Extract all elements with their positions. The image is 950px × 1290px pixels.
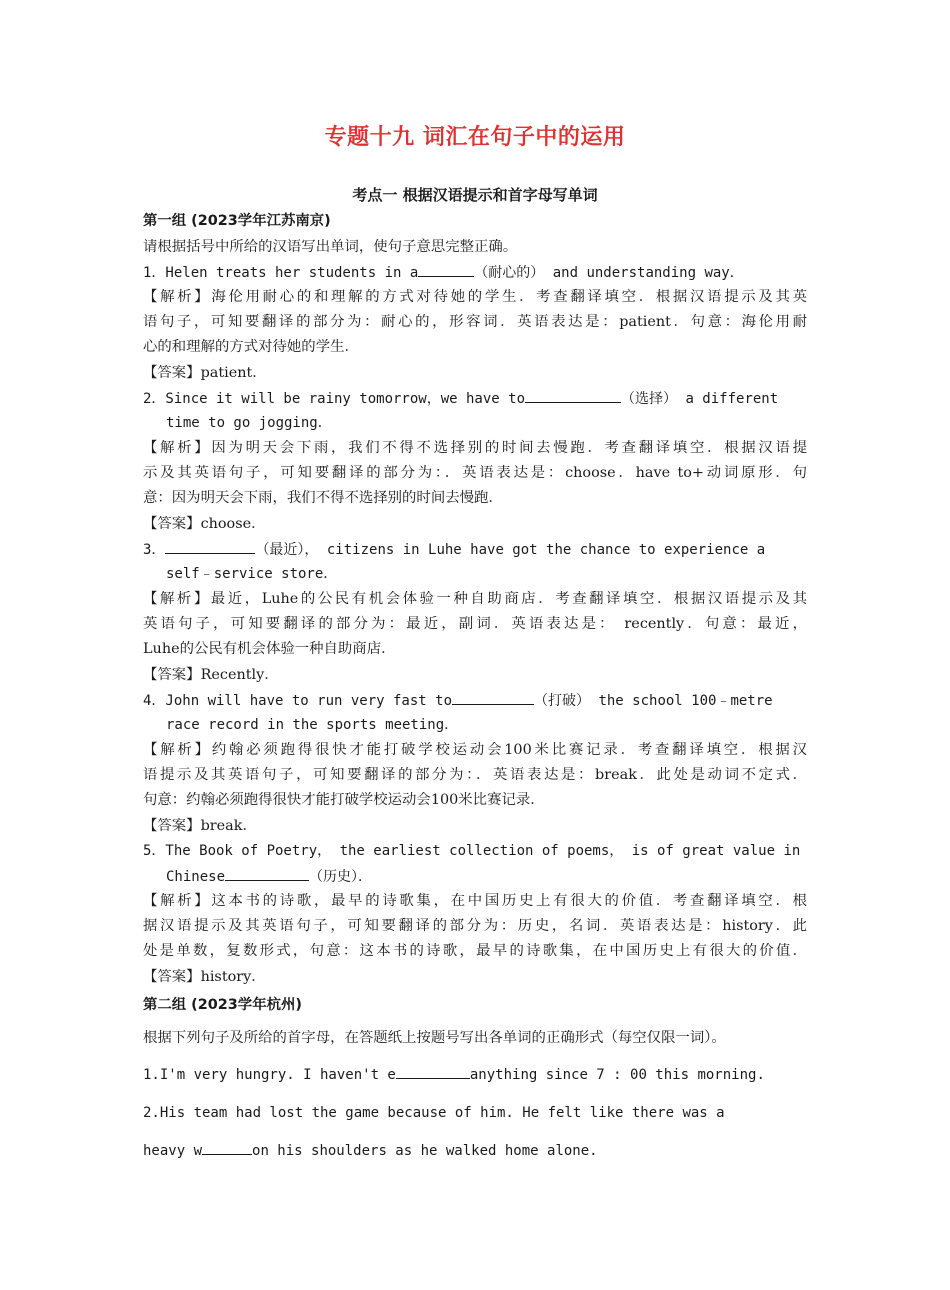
q2-line: [143, 388, 807, 409]
q2-text-pre: 2．Since it will be rainy tomorrow，we have to: [143, 391, 526, 407]
q3-analysis-line-2: 英语句子，可知要翻译的部分为：最近，副词．英语表达是： recently．句意：最近，: [143, 616, 807, 632]
q1-blank[interactable]: [418, 262, 474, 277]
q5-analysis-line-2: 据汉语提示及其英语句子，可知要翻译的部分为：历史，名词．英语表达是：history．此: [143, 918, 807, 934]
q3-line: [143, 539, 807, 560]
g2-q1-blank[interactable]: [396, 1064, 470, 1079]
q5-cont-post: （历史）．: [309, 869, 373, 885]
q1-line: [143, 262, 807, 283]
q1-analysis-line-1: 【解析】海伦用耐心的和理解的方式对待她的学生．考查翻译填空．根据汉语提示及其英: [143, 289, 807, 305]
q5-answer: 【答案】history．: [143, 969, 266, 985]
q4-line-cont: race record in the sports meeting．: [166, 717, 459, 733]
q5-analysis-line-3: 处是单数，复数形式，句意：这本书的诗歌，最早的诗歌集，在中国历史上有很大的价值．: [143, 943, 807, 959]
q4-line: [143, 690, 807, 711]
group2-instruction: 根据下列句子及所给的首字母，在答题纸上按题号写出各单词的正确形式（每空仅限一词）。: [143, 1030, 726, 1046]
q1-analysis-line-3: 心的和理解的方式对待她的学生．: [143, 339, 359, 355]
q3-blank[interactable]: [165, 539, 255, 554]
page-title: 专题十九 词汇在句子中的运用: [324, 125, 626, 150]
q1-analysis-line-2: 语句子，可知要翻译的部分为：耐心的，形容词．英语表达是：patient．句意：海伦用耐: [143, 314, 807, 330]
q5-cont-pre: Chinese: [166, 869, 226, 885]
q2-blank[interactable]: [525, 388, 621, 403]
q2-analysis-line-3: 意：因为明天会下雨，我们不得不选择别的时间去慢跑．: [143, 490, 503, 506]
q3-analysis-line-3: Luhe的公民有机会体验一种自助商店．: [143, 641, 396, 657]
q4-analysis-line-3: 句意：约翰必须跑得很快才能打破学校运动会100米比赛记录．: [143, 792, 545, 808]
q5-blank[interactable]: [225, 866, 309, 881]
q4-analysis-line-2: 语提示及其英语句子，可知要翻译的部分为：．英语表达是：break．此处是动词不定式．: [143, 767, 807, 783]
q2-text-post: （选择） a different: [621, 391, 779, 407]
q4-text-pre: 4．John will have to run very fast to: [143, 693, 453, 709]
group1-heading: 第一组 (2023学年江苏南京): [143, 213, 331, 229]
q5-analysis-line-1: 【解析】这本书的诗歌，最早的诗歌集，在中国历史上有很大的价值．考查翻译填空．根: [143, 893, 807, 909]
g2-q2-blank[interactable]: [202, 1140, 252, 1155]
q3-text-post: （最近）， citizens in Luhe have got the chance to experience a: [255, 542, 766, 558]
q3-answer: 【答案】Recently．: [143, 667, 279, 683]
q1-text-pre: 1．Helen treats her students in a: [143, 265, 419, 281]
q4-text-post: （打破） the school 100﹣metre: [534, 693, 773, 709]
g2-q2-line-cont: [143, 1140, 807, 1161]
g2-q2-text-pre: heavy w: [143, 1143, 203, 1159]
q2-analysis-line-1: 【解析】因为明天会下雨，我们不得不选择别的时间去慢跑．考查翻译填空．根据汉语提: [143, 440, 807, 456]
group1-instruction: 请根据括号中所给的汉语写出单词，使句子意思完整正确。: [143, 239, 518, 255]
q2-analysis-line-2: 示及其英语句子，可知要翻译的部分为：．英语表达是：choose．have to+动词原形．句: [143, 465, 807, 481]
q3-analysis-line-1: 【解析】最近，Luhe的公民有机会体验一种自助商店．考查翻译填空．根据汉语提示及其: [143, 591, 807, 607]
g2-q2-line: 2.His team had lost the game because of him. He felt like there was a: [143, 1105, 725, 1121]
q2-line-cont: time to go jogging．: [166, 415, 332, 431]
q3-text-pre: 3．: [143, 542, 166, 558]
q1-text-post: （耐心的） and understanding way．: [474, 265, 744, 281]
q5-line: 5．The Book of Poetry， the earliest collection of poems， is of great value in: [143, 843, 801, 859]
q4-answer: 【答案】break．: [143, 818, 257, 834]
g2-q1-text-post: anything since 7 : 00 this morning.: [469, 1067, 765, 1083]
g2-q1-line: [143, 1064, 807, 1085]
q3-line-cont: self﹣service store．: [166, 566, 338, 582]
q4-analysis-line-1: 【解析】约翰必须跑得很快才能打破学校运动会100米比赛记录．考查翻译填空．根据汉: [143, 742, 807, 758]
q4-blank[interactable]: [452, 690, 534, 705]
g2-q1-text-pre: 1.I'm very hungry. I haven't e: [143, 1067, 396, 1083]
q2-answer: 【答案】choose．: [143, 516, 266, 532]
section-subtitle: 考点一 根据汉语提示和首字母写单词: [352, 186, 598, 204]
q1-answer: 【答案】patient．: [143, 365, 267, 381]
group2-heading: 第二组 (2023学年杭州): [143, 997, 302, 1013]
q5-line-cont: [166, 866, 807, 887]
g2-q2-text-post: on his shoulders as he walked home alone.: [252, 1143, 598, 1159]
